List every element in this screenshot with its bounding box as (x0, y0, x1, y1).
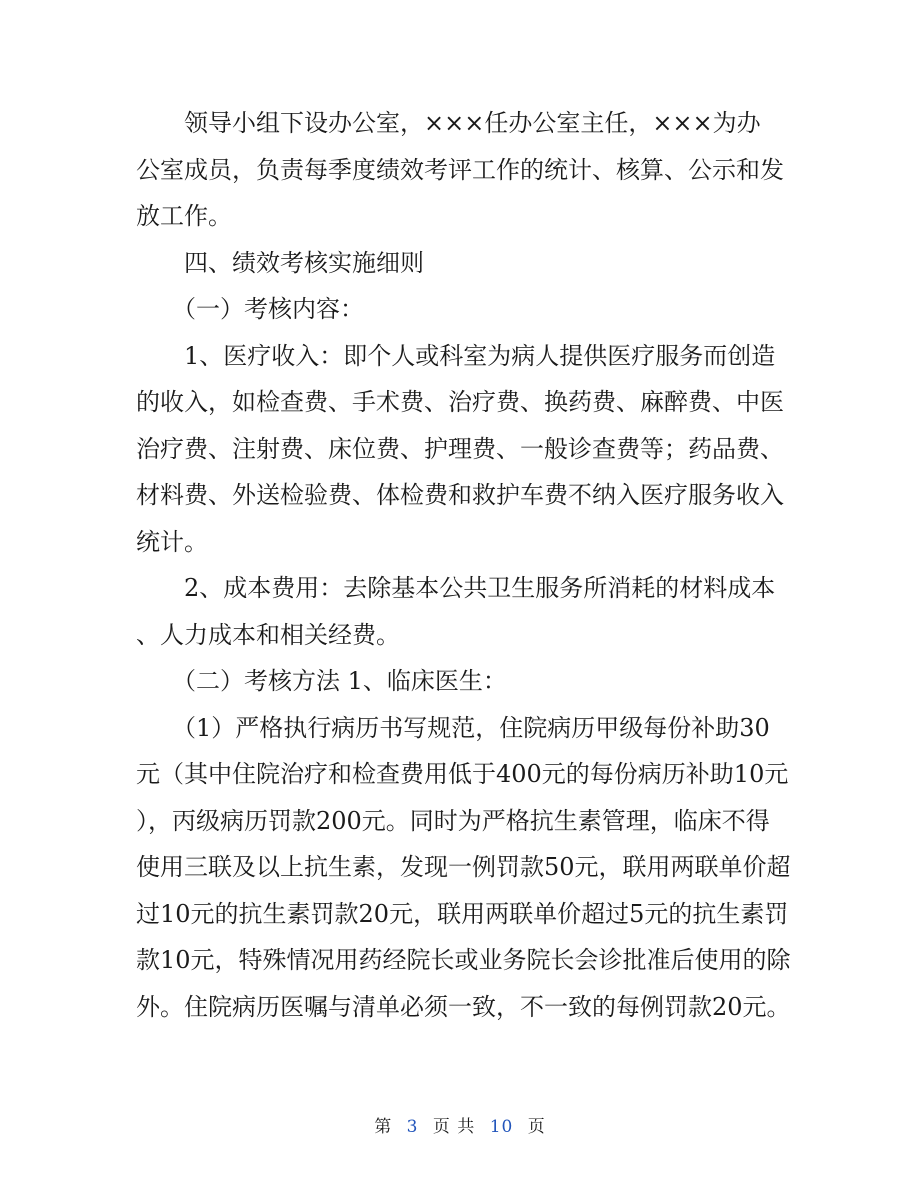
text-line: 外。住院病历医嘱与清单必须一致，不一致的每例罚款20元。 (136, 992, 791, 1021)
subsection-heading: （二）考核方法 1、临床医生： (136, 667, 507, 695)
section-heading: 四、绩效考核实施细则 (136, 248, 424, 277)
text-line: 治疗费、注射费、床位费、护理费、一般诊查费等；药品费、 (136, 434, 784, 463)
text-line: 款10元，特殊情况用药经院长或业务院长会诊批准后使用的除 (136, 946, 791, 974)
subsection-heading: （一）考核内容： (136, 295, 364, 323)
total-pages-number: 10 (489, 1117, 514, 1137)
text-line: 统计。 (136, 527, 208, 556)
footer-suffix: 页 (527, 1117, 546, 1137)
text-line: 2、成本费用：去除基本公共卫生服务所消耗的材料成本 (136, 574, 776, 602)
text-line: 领导小组下设办公室，×××任办公室主任，×××为办 (136, 109, 761, 137)
text-line: （1）严格执行病历书写规范，住院病历甲级每份补助30 (136, 713, 770, 742)
page-footer (0, 1112, 920, 1137)
text-line: 元（其中住院治疗和检查费用低于400元的每份病历补助10元 (136, 760, 789, 788)
text-line: ），丙级病历罚款200元。同时为严格抗生素管理，临床不得 (136, 806, 770, 835)
text-line: 1、医疗收入：即个人或科室为病人提供医疗服务而创造 (136, 341, 776, 370)
document-body (136, 100, 791, 1030)
text-line: 公室成员，负责每季度绩效考评工作的统计、核算、公示和发 (136, 155, 784, 184)
footer-middle: 页 共 (432, 1117, 476, 1137)
text-line: 过10元的抗生素罚款20元，联用两联单价超过5元的抗生素罚 (136, 899, 789, 928)
text-line: 、人力成本和相关经费。 (136, 620, 400, 649)
footer-prefix: 第 (374, 1117, 393, 1137)
text-line: 放工作。 (136, 202, 232, 230)
text-line: 的收入，如检查费、手术费、治疗费、换药费、麻醉费、中医 (136, 388, 784, 416)
text-line: 使用三联及以上抗生素，发现一例罚款50元，联用两联单价超 (136, 853, 791, 881)
text-line: 材料费、外送检验费、体检费和救护车费不纳入医疗服务收入 (136, 481, 784, 509)
current-page-number: 3 (406, 1117, 419, 1137)
